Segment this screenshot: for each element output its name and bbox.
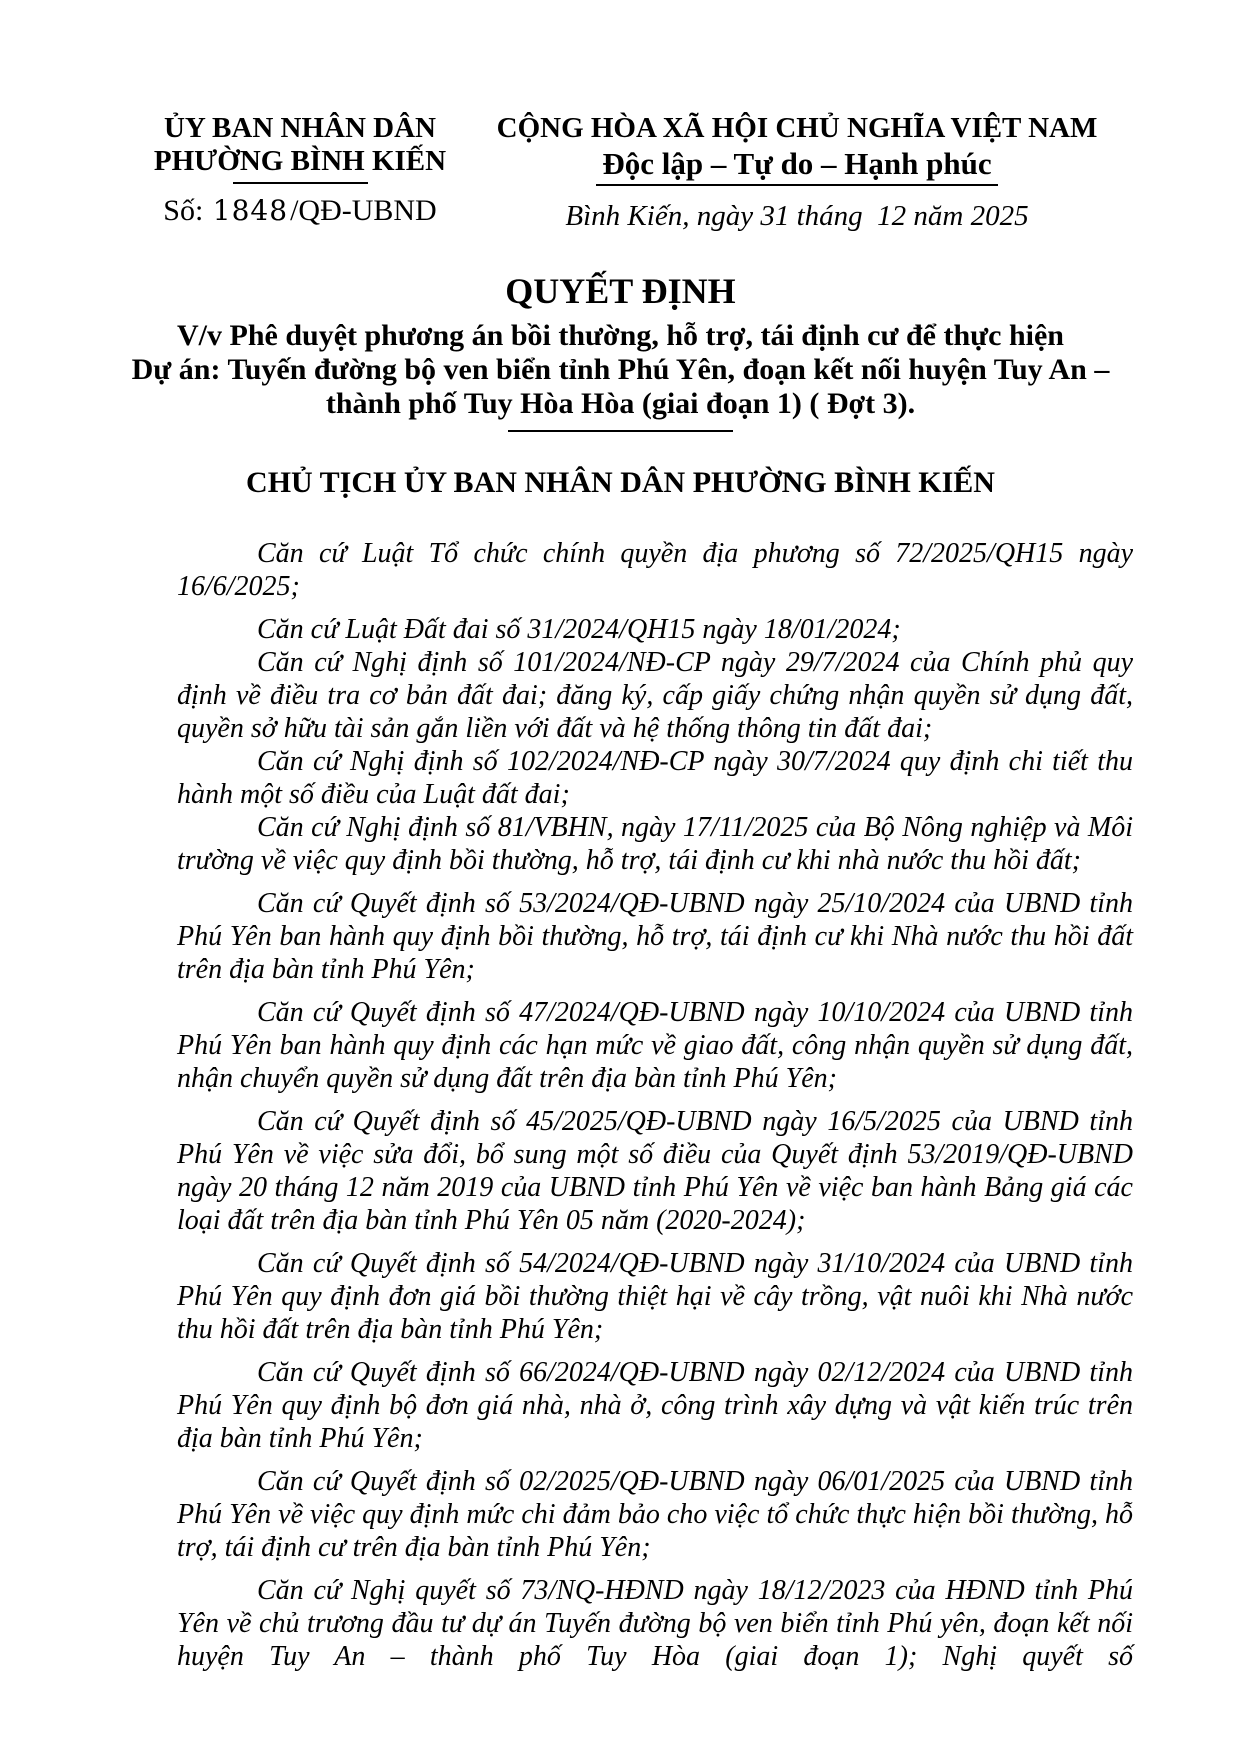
legal-basis-paragraph: Căn cứ Nghị định số 81/VBHN, ngày 17/11/2025 của Bộ Nông nghiệp và Môi trường về việc quy định bồi thường, hỗ trợ, tái định cư khi nhà nước thu hồi đất;	[177, 812, 1133, 876]
legal-basis-paragraph: Căn cứ Luật Đất đai số 31/2024/QH15 ngày 18/01/2024;	[257, 614, 901, 645]
document-number-label: Số:	[163, 194, 211, 227]
legal-basis-paragraph: Căn cứ Luật Tổ chức chính quyền địa phương số 72/2025/QH15 ngày 16/6/2025;	[177, 538, 1133, 602]
issuing-authority-line1: ỦY BAN NHÂN DÂN	[163, 112, 436, 144]
document-number	[135, 193, 465, 229]
document-body	[177, 537, 1133, 1673]
national-motto: Độc lập – Tự do – Hạnh phúc	[596, 146, 997, 186]
national-name-line: CỘNG HÒA XÃ HỘI CHỦ NGHĨA VIỆT NAM	[496, 112, 1098, 144]
title-separator-rule	[508, 430, 733, 432]
document-subject	[0, 319, 1241, 421]
legal-basis-paragraph: Căn cứ Quyết định số 53/2024/QĐ-UBND ngày 25/10/2024 của UBND tỉnh Phú Yên ban hành quy định bồi thường, hỗ trợ, tái định cư khi Nhà nước thu hồi đất trên địa bàn tỉnh Phú Yên;	[177, 888, 1133, 985]
legal-basis-paragraph: Căn cứ Nghị định số 102/2024/NĐ-CP ngày 30/7/2024 quy định chi tiết thu hành một số điều của Luật đất đai;	[177, 746, 1133, 810]
document-header	[0, 112, 1241, 233]
legal-basis-paragraph: Căn cứ Quyết định số 45/2025/QĐ-UBND ngày 16/5/2025 của UBND tỉnh Phú Yên về việc sửa đổi, bổ sung một số điều của Quyết định 53/2019/QĐ-UBND ngày 20 tháng 12 năm 2019 của UBND tỉnh Phú Yên về việc ban hành Bảng giá các loại đất trên địa bàn tỉnh Phú Yên 05 năm (2020-2024);	[177, 1106, 1133, 1236]
document-type-title: QUYẾT ĐỊNH	[505, 271, 736, 311]
legal-basis-paragraph: Căn cứ Nghị quyết số 73/NQ-HĐND ngày 18/12/2023 của HĐND tỉnh Phú Yên về chủ trương đầu tư dự án Tuyến đường bộ ven biển tỉnh Phú yên, đoạn kết nối huyện Tuy An – thành phố Tuy Hòa (giai đoạn 1); Nghị quyết số	[177, 1575, 1133, 1672]
subject-line2: Dự án: Tuyến đường bộ ven biển tỉnh Phú Yên, đoạn kết nối huyện Tuy An –	[131, 353, 1110, 386]
legal-basis-paragraph: Căn cứ Quyết định số 54/2024/QĐ-UBND ngày 31/10/2024 của UBND tỉnh Phú Yên quy định đơn giá bồi thường thiệt hại về cây trồng, vật nuôi khi Nhà nước thu hồi đất trên địa bàn tỉnh Phú Yên;	[177, 1248, 1133, 1345]
document-number-value: 1848	[212, 194, 289, 227]
legal-basis-paragraph: Căn cứ Quyết định số 02/2025/QĐ-UBND ngày 06/01/2025 của UBND tỉnh Phú Yên về việc quy định mức chi đảm bảo cho việc tổ chức thực hiện bồi thường, hỗ trợ, tái định cư trên địa bàn tỉnh Phú Yên;	[177, 1466, 1133, 1563]
place-date-line: Bình Kiến, ngày 31 tháng 12 năm 2025	[565, 200, 1029, 232]
national-header-block	[477, 112, 1117, 233]
national-motto-wrap	[477, 146, 1117, 186]
subject-line1: V/v Phê duyệt phương án bồi thường, hỗ trợ, tái định cư để thực hiện	[177, 319, 1064, 352]
authority-underline	[233, 182, 368, 184]
legal-basis-paragraph: Căn cứ Quyết định số 66/2024/QĐ-UBND ngày 02/12/2024 của UBND tỉnh Phú Yên quy định bộ đơn giá nhà, nhà ở, công trình xây dựng và vật kiến trúc trên địa bàn tỉnh Phú Yên;	[177, 1357, 1133, 1454]
document-number-suffix: /QĐ-UBND	[290, 194, 437, 227]
legal-basis-paragraph: Căn cứ Nghị định số 101/2024/NĐ-CP ngày 29/7/2024 của Chính phủ quy định về điều tra cơ bản đất đai; đăng ký, cấp giấy chứng nhận quyền sử dụng đất, quyền sở hữu tài sản gắn liền với đất và hệ thống thông tin đất đai;	[177, 647, 1133, 744]
legal-basis-paragraph: Căn cứ Quyết định số 47/2024/QĐ-UBND ngày 10/10/2024 của UBND tỉnh Phú Yên ban hành quy định các hạn mức về giao đất, công nhận quyền sử dụng đất, nhận chuyển quyền sử dụng đất trên địa bàn tỉnh Phú Yên;	[177, 997, 1133, 1094]
subject-line3: thành phố Tuy Hòa Hòa (giai đoạn 1) ( Đợt 3).	[325, 387, 916, 420]
title-block	[0, 270, 1241, 432]
section-heading: CHỦ TỊCH ỦY BAN NHÂN DÂN PHƯỜNG BÌNH KIẾN	[246, 466, 995, 499]
issuing-authority-line2: PHƯỜNG BÌNH KIẾN	[153, 145, 447, 177]
issuing-authority-block	[135, 112, 465, 229]
